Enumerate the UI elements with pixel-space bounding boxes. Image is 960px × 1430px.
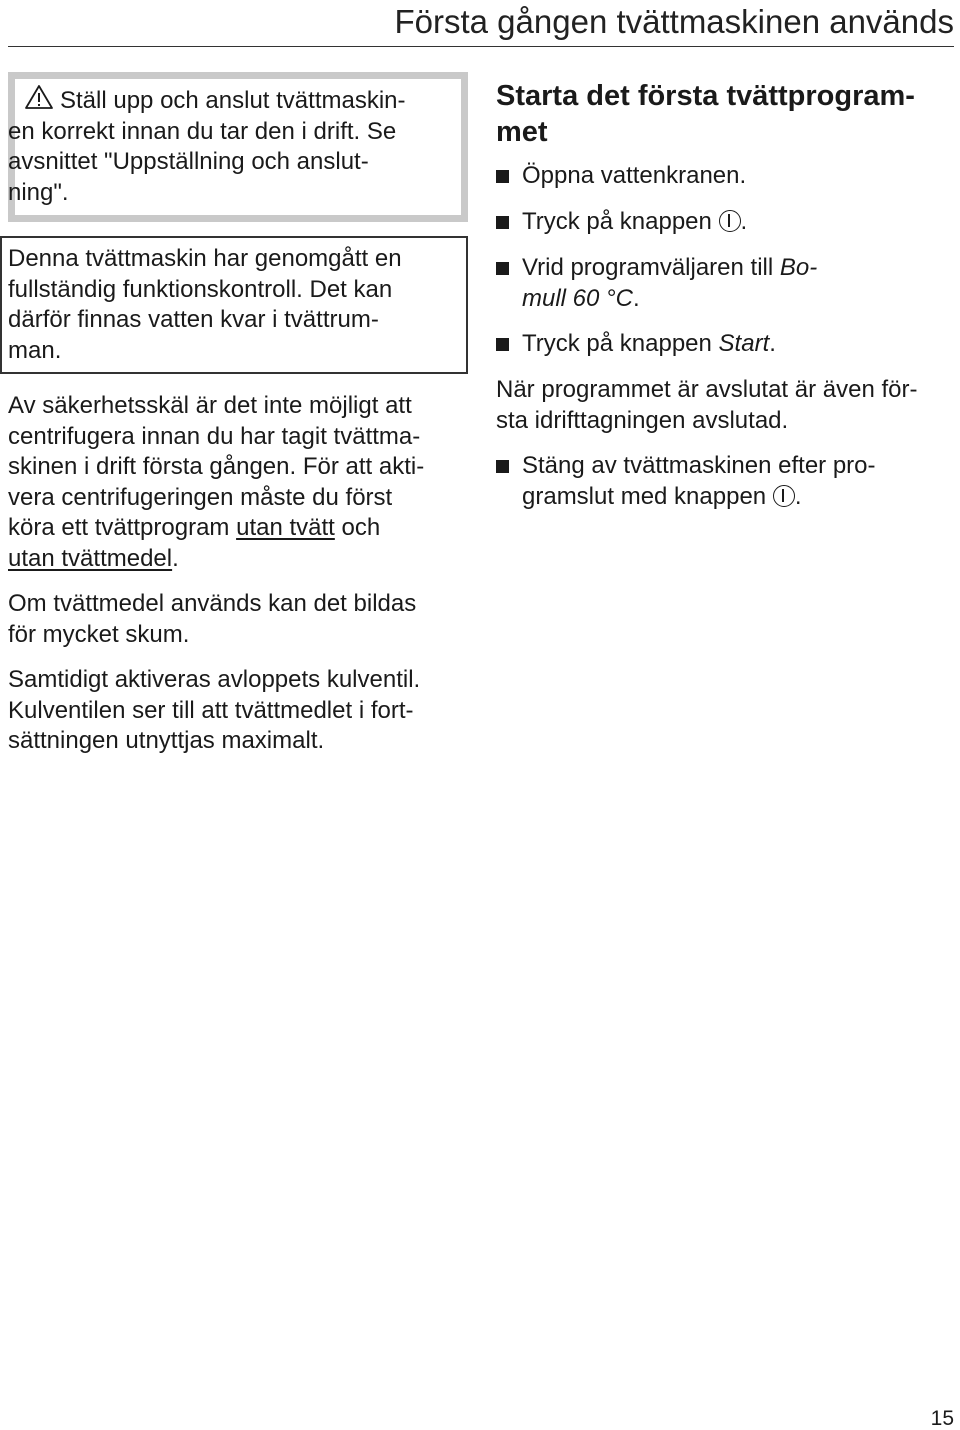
bullet-square-icon [496, 460, 509, 473]
warning-line: ning". [8, 178, 69, 206]
paragraph-line: vera centrifugeringen måste du först [8, 483, 393, 511]
bullet-square-icon [496, 170, 509, 183]
info-line: Denna tvättmaskin har genomgått en [8, 245, 402, 272]
page-title: Första gången tvättmaskinen används [394, 3, 954, 40]
paragraph-line: skinen i drift första gången. För att akti- [8, 453, 425, 480]
underlined-phrase: utan tvätt [236, 514, 335, 541]
heading-line: met [496, 116, 548, 148]
paragraph-line: Av säkerhetsskäl är det inte möjligt att [8, 392, 412, 419]
program-name: mull 60 °C [522, 284, 633, 312]
warning-triangle-icon [24, 84, 54, 110]
warning-text [8, 84, 448, 208]
step-text-part: . [632, 284, 640, 312]
heading-line: Starta det första tvättprogram- [496, 80, 915, 112]
start-button-label: Start [718, 330, 770, 357]
step-text [496, 451, 916, 512]
paragraph-line: och [334, 514, 381, 541]
info-text [8, 244, 458, 366]
step-item [496, 253, 916, 314]
step-text-part: . [794, 482, 802, 510]
step-item [496, 329, 916, 360]
info-line: fullständig funktionskontroll. Det kan [8, 275, 393, 303]
step-text-part: . [769, 330, 776, 357]
note-line: sta idrifttagningen avslutad. [496, 406, 789, 434]
paragraph-line: Kulventilen ser till att tvättmedlet i fort- [8, 696, 414, 724]
step-text-part: Tryck på knappen [522, 208, 719, 235]
bullet-square-icon [496, 338, 509, 351]
foam-paragraph [8, 589, 468, 650]
warning-line: avsnittet "Uppställning och anslut- [8, 148, 369, 175]
warning-line: Ställ upp och anslut tvättmaskin- [60, 87, 406, 114]
paragraph-line: köra ett tvättprogram [8, 514, 237, 541]
step-text-part: Stäng av tvättmaskinen efter pro- [522, 452, 876, 479]
warning-line: en korrekt innan du tar den i drift. Se [8, 117, 397, 145]
step-text [496, 207, 916, 238]
page-number: 15 [930, 1407, 954, 1430]
paragraph-line: . [172, 544, 179, 572]
step-item [496, 207, 916, 238]
info-line: man. [8, 336, 62, 364]
info-line: därför finnas vatten kvar i tvättrum- [8, 306, 379, 333]
step-text [496, 329, 916, 360]
title-divider [8, 46, 954, 47]
note-line: När programmet är avslutat är även för- [496, 376, 918, 403]
bullet-square-icon [496, 216, 509, 229]
section-heading [496, 78, 956, 150]
paragraph-line: centrifugera innan du har tagit tvättma- [8, 422, 421, 450]
step-item [496, 161, 916, 192]
completion-note [496, 375, 956, 436]
step-item [496, 451, 916, 512]
step-text-part: . [740, 208, 748, 235]
paragraph-line: Samtidigt aktiveras avloppets kulventil. [8, 666, 421, 693]
paragraph-line: Om tvättmedel används kan det bildas [8, 590, 417, 617]
step-text-part: Vrid programväljaren till [522, 254, 780, 281]
paragraph-line: sättningen utnyttjas maximalt. [8, 727, 325, 754]
valve-paragraph [8, 665, 468, 757]
power-button-icon [773, 485, 795, 507]
safety-paragraph [8, 391, 468, 574]
step-text [496, 253, 916, 314]
step-text-part: gramslut med knappen [522, 482, 773, 510]
underlined-phrase: utan tvättmedel [8, 544, 173, 572]
step-text: Öppna vattenkranen. [522, 162, 747, 189]
step-text-part: Tryck på knappen [522, 330, 719, 357]
paragraph-line: för mycket skum. [8, 620, 190, 648]
program-name: Bo- [779, 254, 818, 281]
power-button-icon [719, 210, 741, 232]
bullet-square-icon [496, 262, 509, 275]
